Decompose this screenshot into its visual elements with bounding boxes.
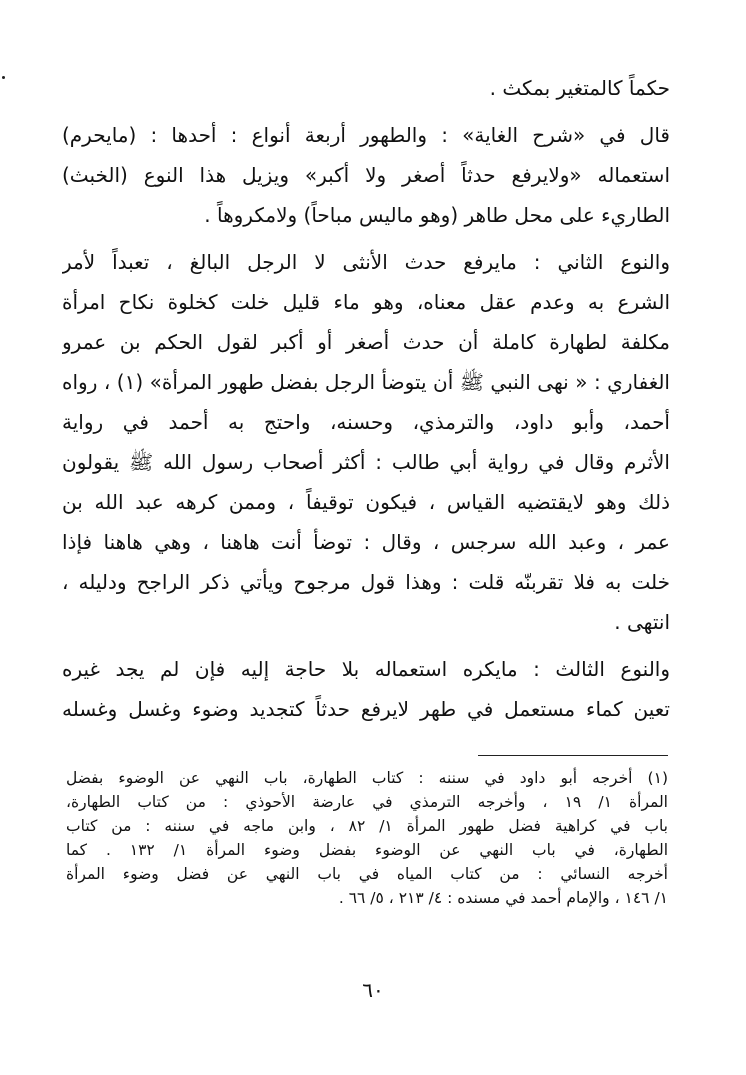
text-line: ذلك وهو لايقتضيه القياس ، فيكون توقيفاً ، وممن كرهه عبد الله بن <box>62 490 670 514</box>
page-number: ٦٠ <box>362 978 384 1002</box>
text-line: الأثرم وقال في رواية أبي طالب : أكثر أصحاب رسول الله ﷺ يقولون <box>62 450 670 474</box>
text-line: استعماله «ولايرفع حدثاً أصغر ولا أكبر» ويزيل هذا النوع (الخبث) <box>62 163 670 187</box>
text-line: تعين كماء مستعمل في طهر لايرفع حدثاً كتجديد وضوء وغسل وغسله <box>62 697 670 721</box>
footnote-line: الطهارة، في باب النهي عن الوضوء بفضل وضوء المرأة ١/ ١٣٢ . كما <box>66 841 668 859</box>
text-line: حكماً كالمتغير بمكث . <box>489 76 670 100</box>
text-line: خلت به فلا تقربنّه قلت : وهذا قول مرجوح ويأتي ذكر الراجح ودليله ، <box>62 570 670 594</box>
text-line: قال في «شرح الغاية» : والطهور أربعة أنواع : أحدها : (مايحرم) <box>62 123 670 147</box>
footnotes <box>66 766 668 910</box>
text-line: والنوع الثاني : مايرفع حدث الأنثى لا الرجل البالغ ، تعبداً لأمر <box>62 250 670 274</box>
text-line: مكلفة لطهارة كاملة أن حدث أصغر أو أكبر لقول الحكم بن عمرو <box>62 330 670 354</box>
text-line: الغفاري : « نهى النبي ﷺ أن يتوضأ الرجل بفضل طهور المرأة» (١) ، رواه <box>62 370 670 394</box>
text-line: والنوع الثالث : مايكره استعماله بلا حاجة إليه فإن لم يجد غيره <box>62 657 670 681</box>
footnote-line: (١) أخرجه أبو داود في سننه : كتاب الطهارة، باب النهي عن الوضوء بفضل <box>66 769 668 787</box>
text-line: عمر ، وعبد الله سرجس ، وقال : توضأ أنت هاهنا ، وهي هاهنا فإذا <box>62 530 670 554</box>
text-line: الشرع به وعدم عقل معناه، وهو ماء قليل خلت كخلوة نكاح امرأة <box>62 290 670 314</box>
footnote-line: باب في كراهية فضل طهور المرأة ١/ ٨٢ ، وابن ماجه في سننه : من كتاب <box>66 817 668 835</box>
footnote-separator <box>478 755 668 756</box>
text-line: الطاريء على محل طاهر (وهو ماليس مباحاً) ولامكروهاً . <box>204 203 670 227</box>
footnote-line: أخرجه النسائي : من كتاب المياه في باب النهي عن فضل وضوء المرأة <box>66 865 668 883</box>
text-line: أحمد، وأبو داود، والترمذي، وحسنه، واحتج به أحمد في رواية <box>62 410 670 434</box>
footnote-line: ١/ ١٤٦ ، والإمام أحمد في مسنده : ٤/ ٢١٣ ، ٥/ ٦٦ . <box>338 889 668 907</box>
footnote-line: المرأة ١/ ١٩ ، وأخرجه الترمذي في عارضة الأحوذي : من كتاب الطهارة، <box>66 793 668 811</box>
main-text <box>62 68 670 729</box>
margin-mark <box>2 76 5 79</box>
text-line: انتهى . <box>614 610 670 634</box>
